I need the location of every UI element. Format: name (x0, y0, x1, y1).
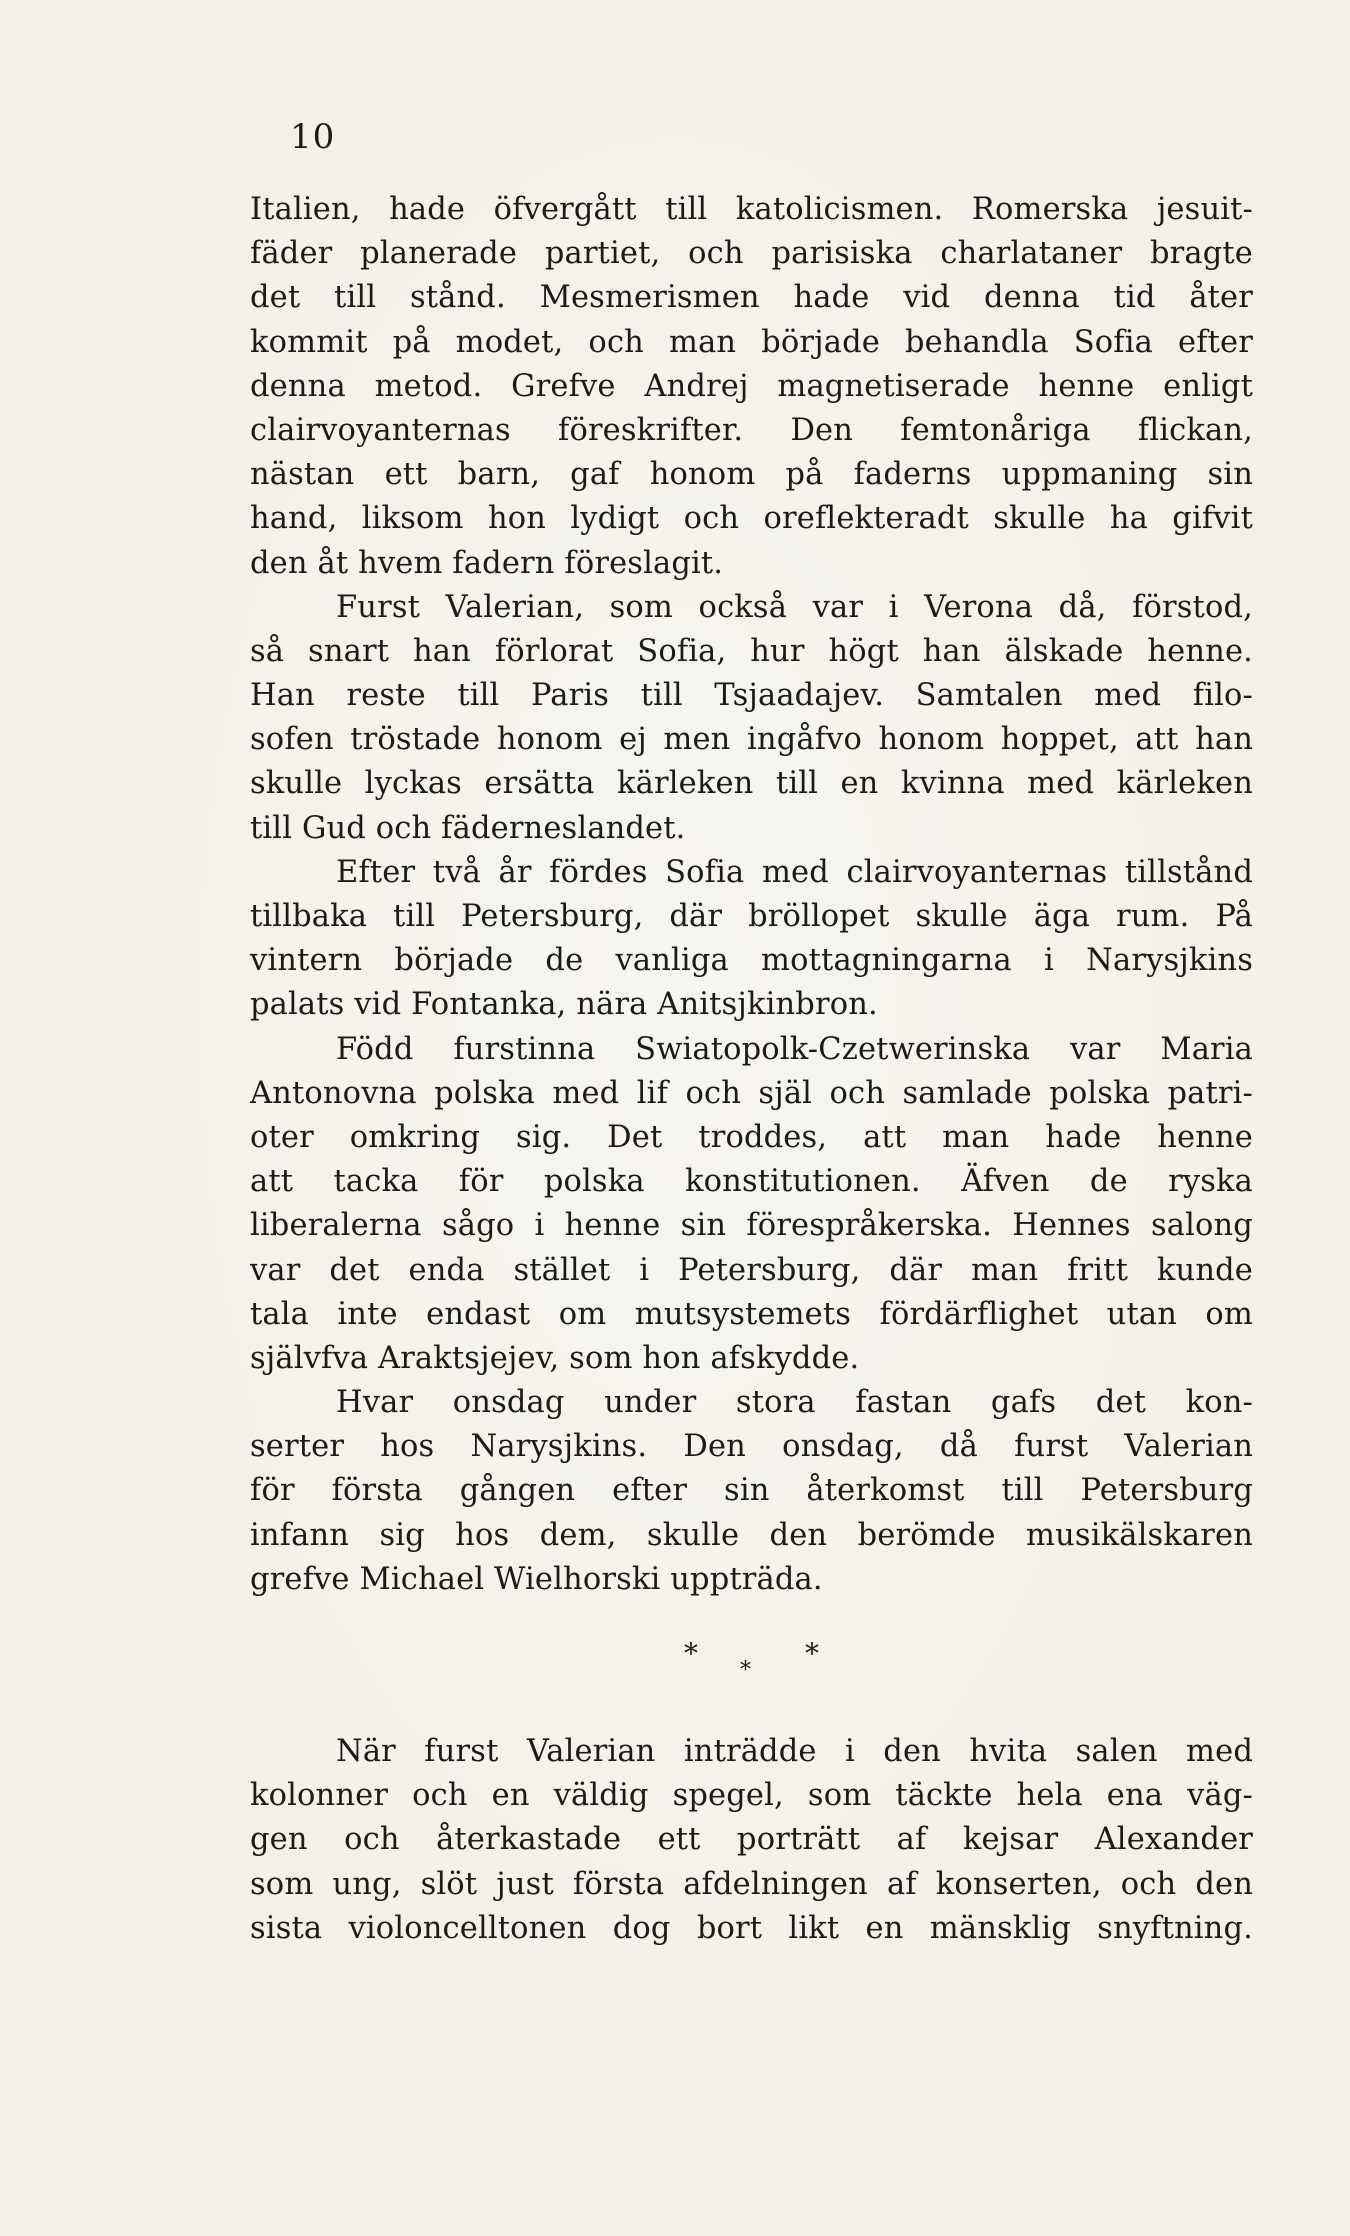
text-line: kommit på modet, och man började behandla Sofia efter (250, 324, 1253, 360)
paragraph (250, 851, 1253, 1028)
paragraph (250, 1381, 1253, 1602)
text-line: Född furstinna Swiatopolk-Czetwerinska var Maria (336, 1031, 1253, 1067)
text-line: var det enda stället i Petersburg, där man fritt kunde (250, 1252, 1253, 1288)
text-line: den åt hvem fadern föreslagit. (250, 545, 724, 581)
text-line: att tacka för polska konstitutionen. Äfven de ryska (250, 1164, 1253, 1200)
paragraph (250, 586, 1253, 851)
text-line: vintern började de vanliga mottagningarna i Narysjkins (250, 943, 1253, 979)
paragraph (250, 1730, 1253, 1951)
text-line: Furst Valerian, som också var i Verona då, förstod, (336, 589, 1253, 625)
text-line: självfva Araktsjejev, som hon afskydde. (250, 1340, 860, 1376)
text-line: nästan ett barn, gaf honom på faderns uppmaning sin (250, 457, 1253, 493)
text-line: fäder planerade partiet, och parisiska charlataner bragte (250, 236, 1253, 272)
text-line: Efter två år fördes Sofia med clairvoyanternas tillstånd (336, 854, 1253, 890)
main-text (250, 188, 1253, 1602)
text-line: som ung, slöt just första afdelningen af konserten, och den (250, 1866, 1253, 1902)
text-line: gen och återkastade ett porträtt af kejsar Alexander (250, 1822, 1253, 1858)
text-line: grefve Michael Wielhorski uppträda. (250, 1561, 823, 1597)
text-line: Antonovna polska med lif och själ och samlade polska patri- (250, 1075, 1253, 1111)
text-line: skulle lyckas ersätta kärleken till en kvinna med kärleken (250, 766, 1253, 802)
paragraph (250, 1028, 1253, 1382)
text-line: tillbaka till Petersburg, där bröllopet skulle äga rum. På (250, 899, 1253, 934)
text-line: Hvar onsdag under stora fastan gafs det kon- (336, 1385, 1253, 1421)
text-line: clairvoyanternas föreskrifter. Den femtonåriga flickan, (250, 412, 1253, 448)
text-line: sofen tröstade honom ej men ingåfvo honom hoppet, att han (250, 722, 1253, 758)
text-line: palats vid Fontanka, nära Anitsjkinbron. (250, 987, 878, 1023)
text-line: sista violoncelltonen dog bort likt en mänsklig snyftning. (250, 1910, 1253, 1946)
text-line: tala inte endast om mutsystemets fördärflighet utan om (250, 1296, 1253, 1332)
text-line: Italien, hade öfvergått till katolicismen. Romerska jesuit- (250, 192, 1253, 227)
text-line: det till stånd. Mesmerismen hade vid denna tid åter (250, 280, 1253, 316)
text-line: infann sig hos dem, skulle den berömde musikälskaren (250, 1517, 1253, 1553)
text-line: kolonner och en väldig spegel, som täckte hela ena väg- (250, 1778, 1253, 1814)
asterisk-middle: * (740, 1658, 751, 1683)
text-line: så snart han förlorat Sofia, hur högt han älskade henne. (250, 633, 1253, 669)
asterisk-left: * (684, 1637, 698, 1670)
final-text (250, 1730, 1253, 1951)
text-line: När furst Valerian inträdde i den hvita salen med (336, 1734, 1253, 1769)
text-line: till Gud och fäderneslandet. (250, 810, 686, 846)
text-line: för första gången efter sin återkomst till Petersburg (250, 1473, 1253, 1509)
text-line: denna metod. Grefve Andrej magnetiserade henne enligt (250, 368, 1253, 404)
asterisk-right: * (805, 1637, 819, 1670)
text-line: liberalerna sågo i henne sin förespråkerska. Hennes salong (250, 1208, 1253, 1244)
section-separator (0, 1637, 1350, 1700)
text-line: hand, liksom hon lydigt och oreflekteradt skulle ha gifvit (250, 501, 1253, 537)
paragraph (250, 188, 1253, 586)
text-line: oter omkring sig. Det troddes, att man hade henne (250, 1119, 1253, 1155)
text-line: serter hos Narysjkins. Den onsdag, då furst Valerian (250, 1429, 1253, 1465)
text-line: Han reste till Paris till Tsjaadajev. Samtalen med filo- (250, 678, 1253, 714)
page-number: 10 (290, 117, 336, 157)
